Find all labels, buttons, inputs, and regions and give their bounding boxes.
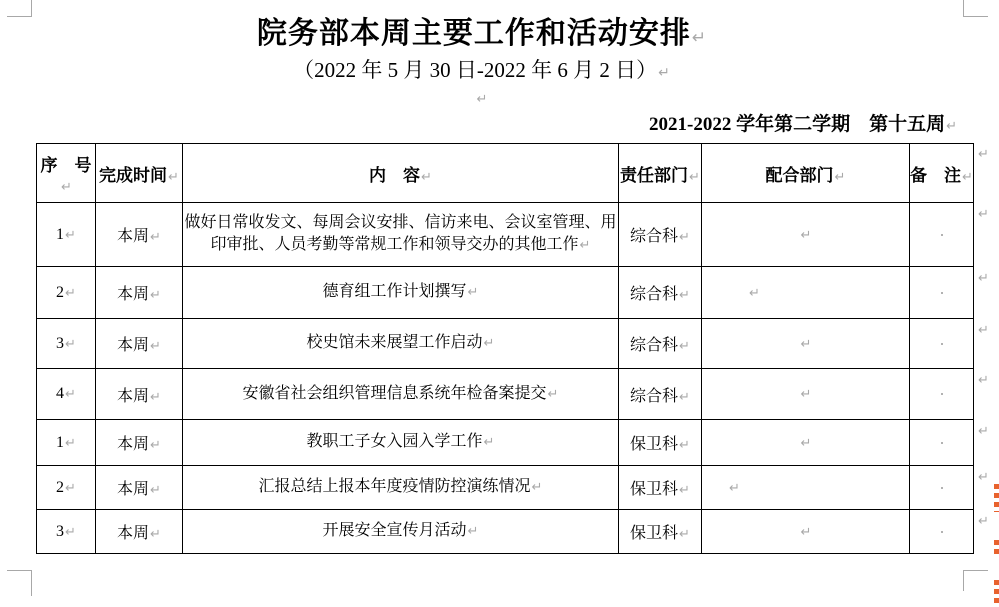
cell-content[interactable] [183,420,619,466]
cell-time[interactable] [96,466,183,510]
cell-end-mark-icon: ↵ [834,169,846,185]
cell-end-mark-icon: ↵ [483,336,495,351]
cell-text: 综合科 [630,387,679,405]
cell-text: 4 [56,385,65,402]
cell-end-mark-icon: ↵ [467,524,479,539]
note-dot [941,531,943,533]
cell-coop[interactable] [702,510,910,554]
cell-end-mark-icon: ↵ [679,288,690,303]
edge-dash-bar [994,540,999,558]
cell-end-mark-icon: ↵ [800,435,812,451]
paragraph-mark-icon: ↵ [691,28,707,48]
cell-end-mark-icon: ↵ [65,435,76,451]
note-dot [941,393,943,395]
cell-end-mark-icon: ↵ [150,339,161,354]
cell-end-mark-icon: ↵ [65,387,76,402]
note-dot [941,292,943,294]
cell-text: 本周 [117,525,150,542]
crop-mark-bottom-left-v [31,571,32,596]
cell-time[interactable] [96,203,183,267]
cell-end-mark-icon: ↵ [800,387,812,402]
cell-note[interactable] [910,267,974,319]
cell-text: 综合科 [630,286,679,303]
cell-coop[interactable] [702,369,910,420]
page-subtitle-text: （2022 年 5 月 30 日-2022 年 6 月 2 日） [293,58,658,82]
cell-content[interactable] [183,510,619,554]
cell-note[interactable] [910,203,974,267]
table-row [37,203,974,267]
header-label: 备 注 [910,165,962,185]
row-end-mark-icon: ↵ [978,207,989,222]
cell-content[interactable] [183,319,619,369]
cell-text: 校史馆未来展望工作启动 [306,334,483,351]
cell-time[interactable] [96,369,183,420]
cell-end-mark-icon: ↵ [421,169,432,185]
cell-end-mark-icon: ↵ [168,169,179,185]
header-label: 配合部门 [765,165,834,185]
cell-time[interactable] [96,510,183,554]
cell-text: 2 [56,478,65,496]
cell-end-mark-icon: ↵ [65,480,76,496]
cell-text: 本周 [117,387,150,405]
cell-seq[interactable] [37,267,96,319]
header-label: 内 容 [369,165,421,185]
cell-dept[interactable] [619,319,702,369]
note-dot [941,343,943,345]
note-dot [941,487,943,489]
cell-text: 本周 [117,228,150,245]
cell-end-mark-icon: ↵ [150,483,161,498]
cell-dept[interactable] [619,369,702,420]
cell-dept[interactable] [619,267,702,319]
cell-text: 汇报总结上报本年度疫情防控演练情况 [258,478,531,495]
cell-text: 1 [56,433,65,451]
cell-text: 1 [56,225,65,243]
cell-end-mark-icon: ↵ [150,438,161,453]
cell-dept[interactable] [619,510,702,554]
note-dot [941,442,943,444]
cell-end-mark-icon: ↵ [150,389,161,405]
semester-week-text: 2021-2022 学年第二学期 第十五周 [649,114,946,135]
cell-text: 保卫科 [630,436,679,453]
cell-coop[interactable] [702,203,910,267]
cell-end-mark-icon: ↵ [800,227,812,243]
crop-mark-bottom-left-h [7,570,32,571]
table-row [37,369,974,420]
cell-end-mark-icon: ↵ [150,288,161,303]
cell-seq[interactable] [37,319,96,369]
cell-end-mark-icon: ↵ [61,179,72,195]
cell-seq[interactable] [37,203,96,267]
cell-note[interactable] [910,510,974,554]
cell-end-mark-icon: ↵ [483,435,495,450]
row-end-mark-icon: ↵ [978,514,989,529]
crop-mark-top-left-v [31,0,32,17]
cell-content[interactable] [183,267,619,319]
cell-text: 本周 [117,286,150,303]
cell-content[interactable] [183,369,619,420]
cell-end-mark-icon: ↵ [729,480,740,496]
row-end-mark-icon: ↵ [978,323,989,338]
cell-end-mark-icon: ↵ [800,336,812,352]
header-cell-seq[interactable] [37,144,96,203]
semester-week-line[interactable] [0,112,957,140]
crop-mark-top-right-v [963,0,964,17]
cell-text: 教职工子女入园入学工作 [306,433,483,450]
cell-end-mark-icon: ↵ [679,527,690,542]
table-row [37,466,974,510]
cell-coop[interactable] [702,319,910,369]
cell-dept[interactable] [619,203,702,267]
header-label: 完成时间 [99,165,168,185]
page-title[interactable] [0,16,963,56]
cell-dept[interactable] [619,420,702,466]
cell-end-mark-icon: ↵ [150,230,161,245]
cell-text: 德育组工作计划撰写 [322,283,467,300]
cell-end-mark-icon: ↵ [150,527,161,542]
edge-dash-bar [994,484,999,512]
table-row [37,510,974,554]
row-end-mark-icon: ↵ [978,147,989,162]
cell-end-mark-icon: ↵ [689,169,700,185]
cell-note[interactable] [910,420,974,466]
table-row [37,420,974,466]
cell-end-mark-icon: ↵ [749,285,760,301]
cell-end-mark-icon: ↵ [679,339,690,354]
cell-text: 本周 [117,436,150,453]
header-label: 责任部门 [620,165,689,185]
row-end-mark-icon: ↵ [978,271,989,286]
cell-text: 开展安全宣传月活动 [322,522,467,539]
cell-text: 2 [56,283,65,301]
crop-mark-bottom-right-v [963,571,964,591]
cell-seq[interactable] [37,466,96,510]
cell-note[interactable] [910,466,974,510]
cell-text: 保卫科 [630,525,679,542]
cell-seq[interactable] [37,369,96,420]
cell-text: 保卫科 [630,481,679,498]
paragraph-mark-icon: ↵ [476,92,488,107]
cell-text: 3 [56,334,65,352]
cell-coop[interactable] [702,466,910,510]
cell-end-mark-icon: ↵ [531,480,543,495]
header-cell-content[interactable] [183,144,619,203]
cell-end-mark-icon: ↵ [679,438,690,453]
header-cell-note[interactable] [910,144,974,203]
cell-note[interactable] [910,319,974,369]
cell-note[interactable] [910,369,974,420]
header-cell-time[interactable] [96,144,183,203]
cell-text: 3 [56,522,65,540]
edge-dash-bar [994,580,999,607]
page-subtitle[interactable] [0,56,963,87]
cell-end-mark-icon: ↵ [579,238,591,253]
crop-mark-top-right-h [963,16,988,17]
cell-text: 做好日常收发文、每周会议安排、信访来电、会议室管理、用印审批、人员考勤等常规工作和领导交办的其他工作 [184,214,617,253]
cell-content[interactable] [183,203,619,267]
table-row [37,319,974,369]
cell-time[interactable] [96,420,183,466]
paragraph-mark-icon: ↵ [946,119,957,134]
cell-end-mark-icon: ↵ [65,336,76,352]
cell-text: 综合科 [630,228,679,245]
cell-content[interactable] [183,466,619,510]
cell-coop[interactable] [702,267,910,319]
header-label: 序 号 [40,155,92,175]
header-cell-coop[interactable] [702,144,910,203]
cell-coop[interactable] [702,420,910,466]
cell-end-mark-icon: ↵ [679,483,690,498]
cell-seq[interactable] [37,510,96,554]
paragraph-mark-icon: ↵ [658,65,670,81]
cell-end-mark-icon: ↵ [800,524,812,540]
cell-end-mark-icon: ↵ [679,230,690,245]
cell-end-mark-icon: ↵ [467,285,479,300]
cell-end-mark-icon: ↵ [65,227,76,243]
cell-time[interactable] [96,319,183,369]
cell-dept[interactable] [619,466,702,510]
cell-end-mark-icon: ↵ [679,389,690,405]
cell-text: 安徽省社会组织管理信息系统年检备案提交 [242,384,547,402]
cell-end-mark-icon: ↵ [65,285,76,301]
cell-seq[interactable] [37,420,96,466]
note-dot [941,234,943,236]
row-end-mark-icon: ↵ [978,424,989,439]
cell-time[interactable] [96,267,183,319]
cell-text: 本周 [117,481,150,498]
table-header-row [37,144,974,203]
cell-end-mark-icon: ↵ [962,169,973,185]
cell-end-mark-icon: ↵ [547,386,559,402]
schedule-table [36,143,974,554]
page-title-text: 院务部本周主要工作和活动安排 [256,17,691,50]
header-cell-dept[interactable] [619,144,702,203]
empty-paragraph[interactable] [0,88,963,111]
row-end-mark-icon: ↵ [978,470,989,485]
table-row [37,267,974,319]
cell-end-mark-icon: ↵ [65,524,76,540]
cell-text: 综合科 [630,337,679,354]
cell-text: 本周 [117,337,150,354]
crop-mark-bottom-right-h [963,570,988,571]
row-end-mark-icon: ↵ [978,373,989,388]
